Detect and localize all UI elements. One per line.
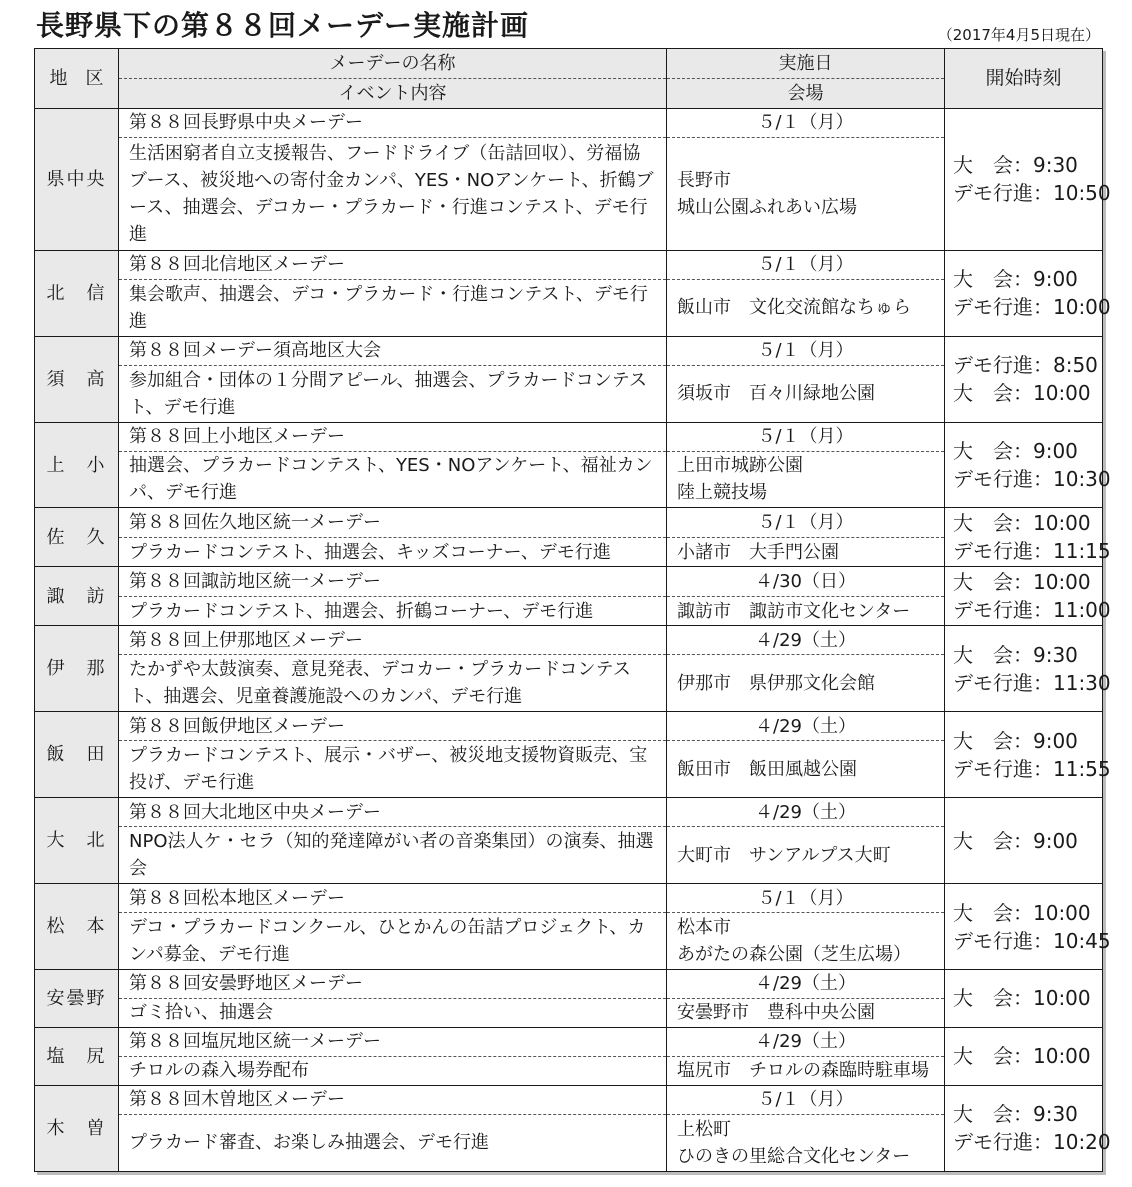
table-row — [35, 250, 1103, 279]
start-time: デモ行進：10:50 — [953, 181, 1111, 206]
table-row — [35, 1027, 1103, 1056]
event-content: 参加組合・団体の１分間アピール、抽選会、プラカードコンテスト、デモ行進 — [119, 365, 667, 422]
event-name: 第８８回佐久地区統一メーデー — [119, 508, 667, 537]
event-name: 第８８回上小地区メーデー — [119, 422, 667, 451]
table-row-detail — [35, 998, 1103, 1027]
start-time: 大 会：10:00 — [953, 511, 1091, 536]
event-content: 集会歌声、抽選会、デコ・プラカード・行進コンテスト、デモ行進 — [119, 279, 667, 336]
start-time: デモ行進：11:15 — [953, 539, 1111, 564]
region-cell: 安曇野 — [35, 969, 119, 1027]
start-time: デモ行進：10:00 — [953, 295, 1111, 320]
event-name: 第８８回長野県中央メーデー — [119, 109, 667, 138]
start-time: 大 会：9:30 — [953, 1102, 1078, 1127]
table-row-detail — [35, 655, 1103, 712]
event-venue: 須坂市 百々川緑地公園 — [667, 365, 945, 422]
event-content: 抽選会、プラカードコンテスト、YES・NOアンケート、福祉カンパ、デモ行進 — [119, 451, 667, 508]
region-cell: 大 北 — [35, 798, 119, 884]
event-date: ５/１（月） — [667, 1085, 945, 1114]
start-time: デモ行進：11:00 — [953, 598, 1111, 623]
event-content: プラカード審査、お楽しみ抽選会、デモ行進 — [119, 1114, 667, 1171]
header-date: 実施日 — [667, 49, 945, 79]
event-name: 第８８回メーデー須高地区大会 — [119, 336, 667, 365]
event-content: プラカードコンテスト、抽選会、キッズコーナー、デモ行進 — [119, 537, 667, 566]
table-row-detail — [35, 1114, 1103, 1171]
event-venue: 飯田市 飯田風越公園 — [667, 741, 945, 798]
event-content: プラカードコンテスト、抽選会、折鶴コーナー、デモ行進 — [119, 596, 667, 625]
table-row — [35, 798, 1103, 827]
start-times — [945, 109, 1111, 251]
start-times — [945, 969, 1103, 1027]
table-row-detail — [35, 137, 1103, 250]
start-times — [945, 508, 1111, 567]
table-row-detail — [35, 365, 1103, 422]
table-row-detail — [35, 279, 1103, 336]
start-time: 大 会：10:00 — [953, 900, 1091, 925]
page-title: 長野県下の第８８回メーデー実施計画 — [36, 9, 530, 42]
start-time: 大 会：10:00 — [953, 570, 1091, 595]
start-time: デモ行進：11:55 — [953, 756, 1111, 781]
start-times — [945, 250, 1111, 336]
table-row — [35, 969, 1103, 998]
event-date: ４/29（土） — [667, 969, 945, 998]
event-content: 生活困窮者自立支援報告、フードドライブ（缶詰回収）、労福協ブース、被災地への寄付金カンパ、YES・NOアンケート、折鶴ブース、抽選会、デコカー・プラカード・行進コンテスト、デモ行進 — [119, 137, 667, 250]
region-cell: 伊 那 — [35, 626, 119, 712]
start-time: 大 会：9:00 — [953, 439, 1078, 463]
event-content: ゴミ拾い、抽選会 — [119, 998, 667, 1027]
start-time: 大 会：9:30 — [953, 153, 1078, 178]
table-row-detail — [35, 537, 1103, 566]
start-times — [945, 1027, 1103, 1085]
region-cell: 須 高 — [35, 336, 119, 422]
event-date: ４/29（土） — [667, 712, 945, 741]
event-name: 第８８回飯伊地区メーデー — [119, 712, 667, 741]
start-times — [945, 336, 1103, 422]
start-times — [945, 884, 1111, 970]
start-time: デモ行進：8:50 — [953, 353, 1098, 378]
start-time: 大 会：9:00 — [953, 267, 1078, 292]
region-cell: 松 本 — [35, 884, 119, 970]
region-cell: 木 曽 — [35, 1085, 119, 1171]
event-content: プラカードコンテスト、展示・バザー、被災地支援物資販売、宝投げ、デモ行進 — [119, 741, 667, 798]
table-row — [35, 109, 1103, 138]
event-content: たかずや太鼓演奏、意見発表、デコカー・プラカードコンテスト、抽選会、児童養護施設へのカンパ、デモ行進 — [119, 655, 667, 712]
table-row-detail — [35, 1056, 1103, 1085]
event-venue: 諏訪市 諏訪市文化センター — [667, 596, 945, 625]
start-time: 大 会：10:00 — [953, 986, 1091, 1011]
table-row — [35, 626, 1103, 655]
region-cell: 諏 訪 — [35, 567, 119, 626]
event-venue: 松本市 あがたの森公園（芝生広場） — [667, 913, 945, 970]
start-times — [945, 422, 1111, 508]
event-date: ４/29（土） — [667, 798, 945, 827]
start-time: 大 会：9:30 — [953, 642, 1078, 667]
region-cell: 塩 尻 — [35, 1027, 119, 1085]
event-date: ５/１（月） — [667, 109, 945, 138]
event-content: NPO法人ケ・セラ（知的発達障がい者の音楽集団）の演奏、抽選会 — [119, 827, 667, 884]
event-date: ５/１（月） — [667, 336, 945, 365]
start-time: デモ行進：11:30 — [953, 670, 1111, 695]
event-content: チロルの森入場券配布 — [119, 1056, 667, 1085]
table-row-detail — [35, 741, 1103, 798]
table-row-detail — [35, 596, 1103, 625]
table-row — [35, 712, 1103, 741]
start-time: デモ行進：10:45 — [953, 928, 1111, 953]
event-venue: 上松町 ひのきの里総合文化センター — [667, 1114, 945, 1171]
start-time: デモ行進：10:30 — [953, 467, 1111, 491]
header-venue: 会場 — [667, 79, 945, 109]
event-venue: 上田市城跡公園 陸上競技場 — [667, 451, 945, 508]
start-times — [945, 798, 1103, 884]
start-times — [945, 567, 1111, 626]
region-cell: 北 信 — [35, 250, 119, 336]
event-name: 第８８回上伊那地区メーデー — [119, 626, 667, 655]
region-cell: 県中央 — [35, 109, 119, 251]
event-name: 第８８回木曽地区メーデー — [119, 1085, 667, 1114]
start-time: 大 会：9:00 — [953, 728, 1078, 753]
event-name: 第８８回北信地区メーデー — [119, 250, 667, 279]
table-row — [35, 1085, 1103, 1114]
event-name: 第８８回塩尻地区統一メーデー — [119, 1027, 667, 1056]
event-name: 第８８回諏訪地区統一メーデー — [119, 567, 667, 596]
region-cell: 佐 久 — [35, 508, 119, 567]
event-venue: 塩尻市 チロルの森臨時駐車場 — [667, 1056, 945, 1085]
event-name: 第８８回安曇野地区メーデー — [119, 969, 667, 998]
event-venue: 飯山市 文化交流館なちゅら — [667, 279, 945, 336]
table-body — [35, 109, 1111, 1172]
table-row-detail — [35, 913, 1103, 970]
start-time: 大 会：10:00 — [953, 1044, 1091, 1069]
start-times — [945, 626, 1111, 712]
table-row — [35, 567, 1103, 596]
event-venue: 大町市 サンアルプス大町 — [667, 827, 945, 884]
table-header — [35, 49, 1103, 109]
table-row — [35, 508, 1103, 537]
table-row — [35, 884, 1103, 913]
event-name: 第８８回松本地区メーデー — [119, 884, 667, 913]
event-date: ５/１（月） — [667, 884, 945, 913]
event-date: ４/30（日） — [667, 567, 945, 596]
table-row-detail — [35, 827, 1103, 884]
event-content: デコ・プラカードコンクール、ひとかんの缶詰プロジェクト、カンパ募金、デモ行進 — [119, 913, 667, 970]
start-time: デモ行進：10:20 — [953, 1130, 1111, 1155]
start-time: 大 会：9:00 — [953, 828, 1078, 853]
header-time: 開始時刻 — [945, 49, 1103, 109]
event-venue: 安曇野市 豊科中央公園 — [667, 998, 945, 1027]
start-time: 大 会：10:00 — [953, 381, 1091, 406]
event-name: 第８８回大北地区中央メーデー — [119, 798, 667, 827]
event-date: ５/１（月） — [667, 250, 945, 279]
event-venue: 伊那市 県伊那文化会館 — [667, 655, 945, 712]
region-cell: 上 小 — [35, 422, 119, 508]
start-times — [945, 712, 1111, 798]
start-times — [945, 1085, 1111, 1171]
schedule-sheet — [34, 48, 1111, 1172]
event-date: ５/１（月） — [667, 422, 945, 451]
region-cell: 飯 田 — [35, 712, 119, 798]
event-date: ４/29（土） — [667, 626, 945, 655]
table-row — [35, 422, 1103, 451]
schedule-table — [34, 48, 1111, 1172]
header-region: 地 区 — [35, 49, 119, 109]
event-date: ４/29（土） — [667, 1027, 945, 1056]
table-row — [35, 336, 1103, 365]
table-row-detail — [35, 451, 1103, 508]
event-date: ５/１（月） — [667, 508, 945, 537]
event-venue: 長野市 城山公園ふれあい広場 — [667, 137, 945, 250]
as-of-date: （2017年4月5日現在） — [937, 26, 1100, 44]
event-venue: 小諸市 大手門公園 — [667, 537, 945, 566]
header-name: メーデーの名称 — [119, 49, 667, 79]
header-content: イベント内容 — [119, 79, 667, 109]
